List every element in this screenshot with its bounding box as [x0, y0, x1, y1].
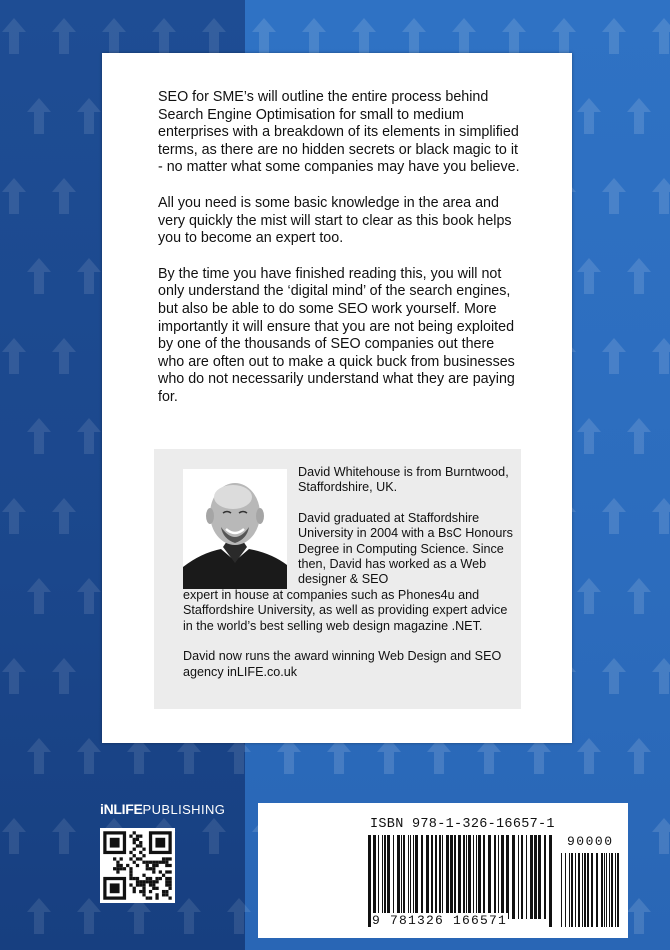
bio-intro: David Whitehouse is from Burntwood, Staffordshire, UK.: [298, 465, 509, 495]
bio-current: David now runs the award winning Web Design and SEO agency inLIFE.co.uk: [183, 649, 502, 679]
isbn-barcode: [258, 803, 628, 938]
blurb-paragraph-2: All you need is some basic knowledge in the area and very quickly the mist will start to clear as this book helps you to become an expert too.: [158, 194, 512, 247]
author-bio-box: [154, 449, 521, 709]
qr-code: [100, 828, 175, 903]
author-bio-text: [298, 465, 513, 603]
publisher-logo: [100, 801, 225, 817]
publisher-brand-bold: iNLIFE: [100, 801, 143, 817]
blurb-paragraph-3: By the time you have finished reading this, you will not only understand the ‘digital mind’ of the search engines, but also be able to do some SEO work yourself. More importantly it will ensure that you are not being exploited by one of the thousands of SEO companies out there who are often out to make a quick buck from businesses who do not necessarily understand what they are paying for.: [158, 265, 515, 405]
author-bio-text-wide: [183, 588, 513, 695]
ean-number: 9 781326 166571: [372, 913, 508, 928]
author-photo: [183, 469, 287, 589]
book-blurb: [158, 89, 523, 425]
bio-career-start: David graduated at Staffordshire University in 2004 with a BsC Honours Degree in Computing Science. Since then, David has worked as a Web designer & SEO: [298, 510, 513, 587]
publisher-brand-light: PUBLISHING: [142, 802, 226, 817]
blurb-paragraph-1: SEO for SME’s will outline the entire process behind Search Engine Optimisation for small to medium enterprises with a breakdown of its elements in simplified terms, as there are no hidden secrets or black magic to it - no matter what some companies may have you believe.: [158, 89, 520, 176]
price-addon-number: 90000: [567, 834, 614, 849]
back-cover-panel: [102, 53, 572, 743]
bio-career-end: expert in house at companies such as Phones4u and Staffordshire University, as well as providing expert advice in the world’s best selling web design magazine .NET.: [183, 588, 508, 633]
isbn-number: ISBN 978-1-326-16657-1: [370, 817, 555, 832]
